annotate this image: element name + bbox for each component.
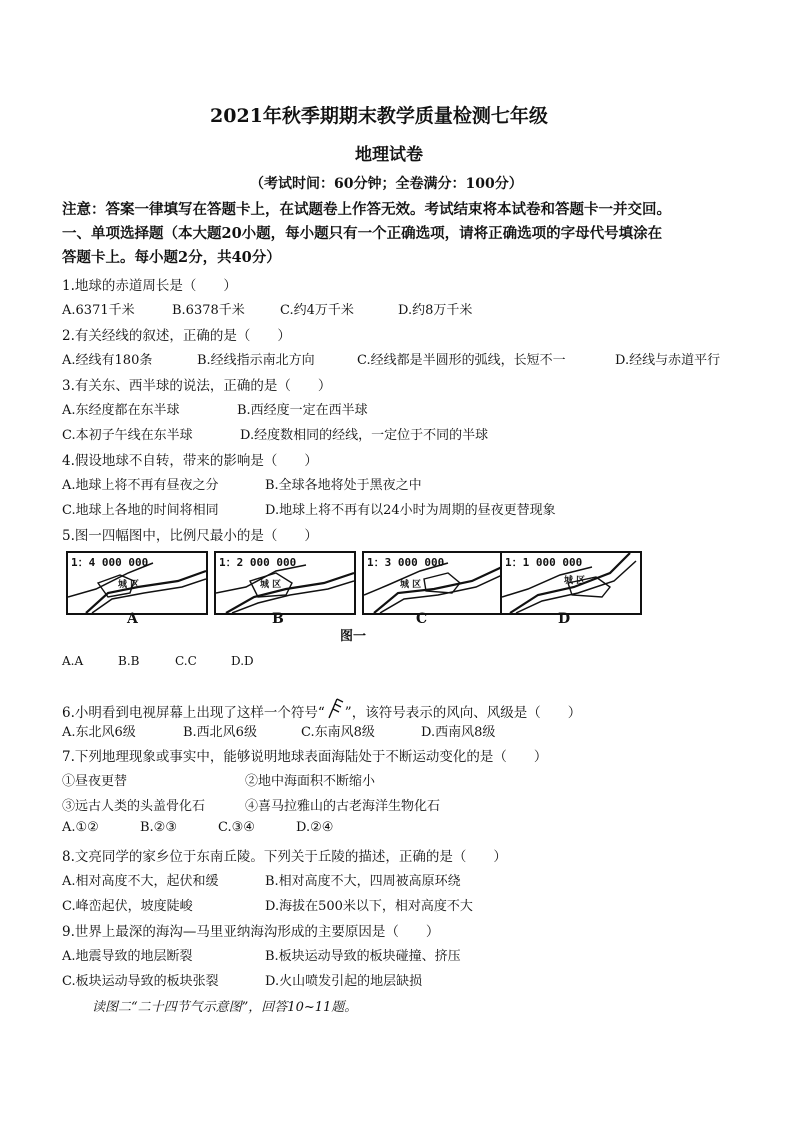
option: A.经线有180条 xyxy=(62,353,153,368)
map-label: B xyxy=(272,611,284,627)
map-scale: 1：3 000 000 xyxy=(367,556,445,569)
option: C.C xyxy=(175,654,197,668)
question-stem-part: ”，该符号表示的风向、风级是（ ） xyxy=(344,705,582,721)
map-label: D xyxy=(558,611,571,627)
option: C.经线都是半圆形的弧线，长短不一 xyxy=(357,353,566,368)
question-stem: 1.地球的赤道周长是（ ） xyxy=(62,278,237,294)
question-stem: 9.世界上最深的海沟—马里亚纳海沟形成的主要原因是（ ） xyxy=(62,924,440,940)
option: D.经线与赤道平行 xyxy=(615,353,721,368)
option: A.东北风6级 xyxy=(62,725,136,740)
option: A.地球上将不再有昼夜之分 xyxy=(62,478,219,493)
map-label: A xyxy=(127,611,138,627)
option: D.D xyxy=(231,654,254,668)
option: D.②④ xyxy=(296,820,334,835)
map-b xyxy=(214,551,356,615)
option: B.相对高度不大，四周被高原环绕 xyxy=(265,874,461,889)
section1-heading-cont: 答题卡上。每小题2分，共40分） xyxy=(62,249,281,266)
wind-barb-icon xyxy=(325,697,345,719)
question-stem: 3.有关东、西半球的说法，正确的是（ ） xyxy=(62,378,332,394)
question-stem xyxy=(62,697,581,721)
notice: 注意：答案一律填写在答题卡上，在试题卷上作答无效。考试结束将本试卷和答题卡一并交回。 xyxy=(62,201,671,218)
option: C.本初子午线在东半球 xyxy=(62,428,193,443)
map-city-label: 城 区 xyxy=(118,580,140,590)
map-d xyxy=(500,551,642,615)
question-stem: 2.有关经线的叙述，正确的是（ ） xyxy=(62,328,291,344)
option: D.地球上将不再有以24小时为周期的昼夜更替现象 xyxy=(265,503,556,518)
option: A.6371千米 xyxy=(62,303,135,318)
option: B.6378千米 xyxy=(172,303,245,318)
question-stem: 7.下列地理现象或事实中，能够说明地球表面海陆处于不断运动变化的是（ ） xyxy=(62,749,548,765)
option: B.西北风6级 xyxy=(183,725,257,740)
option: B.②③ xyxy=(140,820,177,835)
option: C.东南风8级 xyxy=(301,725,375,740)
map-scale: 1：1 000 000 xyxy=(505,556,583,569)
reading-note: 读图二“二十四节气示意图”，回答10~11题。 xyxy=(92,1000,358,1015)
option: D.经度数相同的经线，一定位于不同的半球 xyxy=(240,428,489,443)
option: B.全球各地将处于黑夜之中 xyxy=(265,478,422,493)
subject-title: 地理试卷 xyxy=(355,145,423,165)
statement-item: ④喜马拉雅山的古老海洋生物化石 xyxy=(245,799,441,814)
option: A.相对高度不大，起伏和缓 xyxy=(62,874,219,889)
map-city-label: 城 区 xyxy=(564,576,586,586)
question-stem: 8.文亮同学的家乡位于东南丘陵。下列关于丘陵的描述，正确的是（ ） xyxy=(62,849,507,865)
option: D.西南风8级 xyxy=(421,725,496,740)
statement-item: ①昼夜更替 xyxy=(62,774,128,789)
map-c xyxy=(362,551,504,615)
exam-info: （考试时间：60分钟；全卷满分：100分） xyxy=(250,176,523,192)
option: A.A xyxy=(62,654,84,668)
question-stem: 4.假设地球不自转，带来的影响是（ ） xyxy=(62,453,318,469)
option: A.①② xyxy=(62,820,99,835)
map-scale: 1：4 000 000 xyxy=(71,556,149,569)
option: C.约4万千米 xyxy=(280,303,354,318)
option: D.约8万千米 xyxy=(398,303,473,318)
question-stem-part: 6.小明看到电视屏幕上出现了这样一个符号“ xyxy=(62,705,325,721)
option: B.板块运动导致的板块碰撞、挤压 xyxy=(265,949,461,964)
question-stem: 5.图一四幅图中，比例尺最小的是（ ） xyxy=(62,528,318,544)
map-a xyxy=(66,551,208,615)
option: A.东经度都在东半球 xyxy=(62,403,180,418)
option: C.③④ xyxy=(218,820,255,835)
section1-heading: 一、单项选择题（本大题20小题，每小题只有一个正确选项，请将正确选项的字母代号填涂在 xyxy=(62,225,663,242)
option: C.地球上各地的时间将相同 xyxy=(62,503,219,518)
option: B.西经度一定在西半球 xyxy=(237,403,368,418)
figure1-maps xyxy=(66,551,628,614)
figure-caption: 图一 xyxy=(340,629,367,644)
map-city-label: 城 区 xyxy=(260,580,282,590)
map-label: C xyxy=(416,611,428,627)
map-scale: 1：2 000 000 xyxy=(219,556,297,569)
option: B.B xyxy=(118,654,140,668)
option: D.海拔在500米以下，相对高度不大 xyxy=(265,899,473,914)
exam-title: 2021年秋季期期末教学质量检测七年级 xyxy=(210,105,548,127)
option: A.地震导致的地层断裂 xyxy=(62,949,193,964)
option: C.板块运动导致的板块张裂 xyxy=(62,974,219,989)
statement-item: ②地中海面积不断缩小 xyxy=(245,774,376,789)
option: C.峰峦起伏，坡度陡峻 xyxy=(62,899,193,914)
map-city-label: 城 区 xyxy=(400,580,422,590)
option: D.火山喷发引起的地层缺损 xyxy=(265,974,423,989)
statement-item: ③远古人类的头盖骨化石 xyxy=(62,799,206,814)
option: B.经线指示南北方向 xyxy=(197,353,315,368)
